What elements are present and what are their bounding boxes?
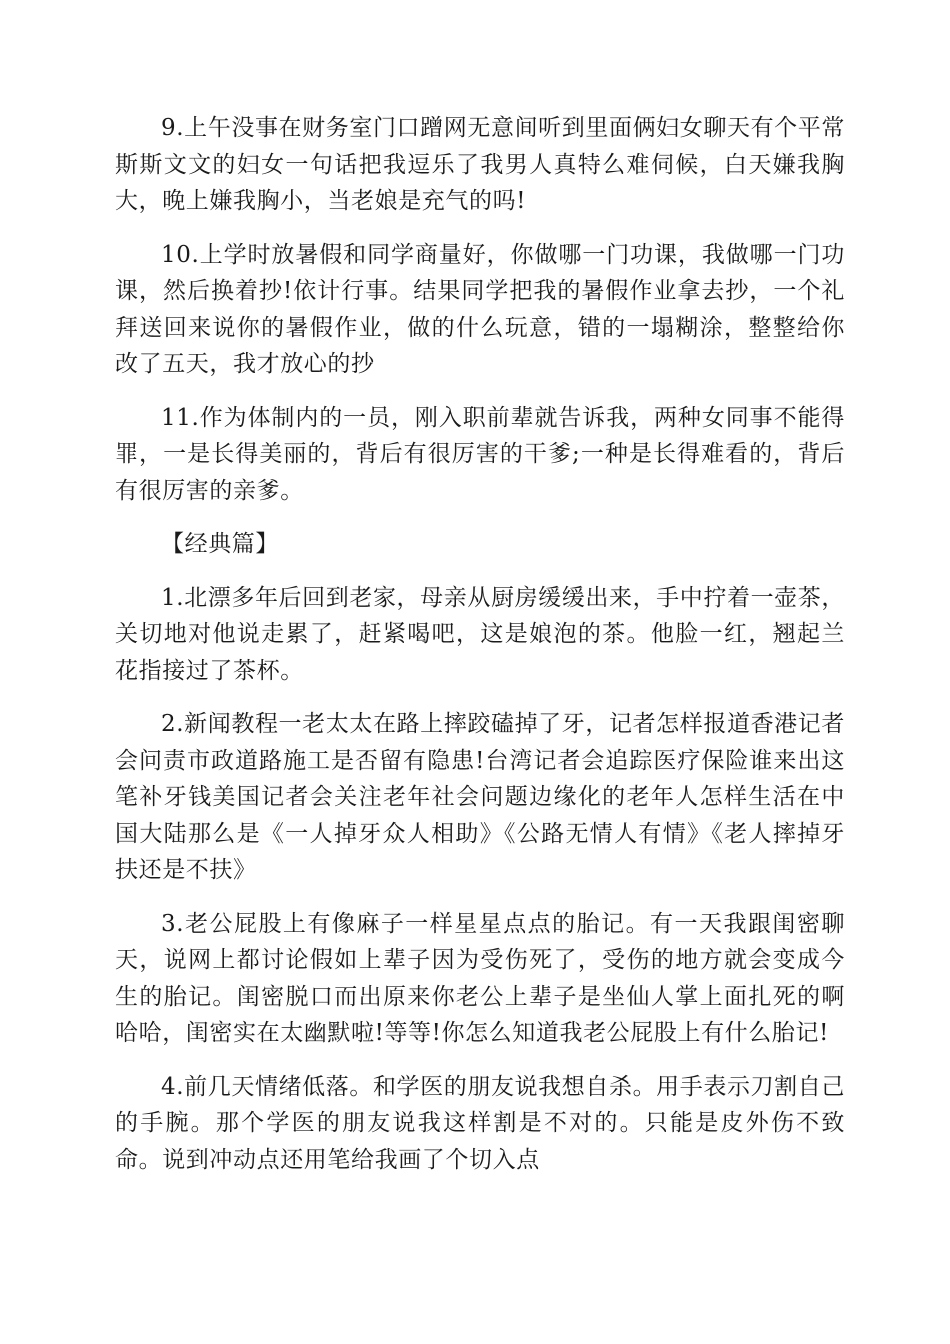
paragraph-classic-2: 2.新闻教程一老太太在路上摔跤磕掉了牙，记者怎样报道香港记者会问责市政道路施工是否留有隐患!台湾记者会追踪医疗保险谁来出这笔补牙钱美国记者会关注老年社会问题边缘化的老年人怎样生活在中国大陆那么是《一人掉牙众人相助》《公路无情人有情》《老人摔掉牙扶还是不扶》: [115, 711, 845, 883]
paragraph-classic-3: 3.老公屁股上有像麻子一样星星点点的胎记。有一天我跟闺密聊天，说网上都讨论假如上辈子因为受伤死了，受伤的地方就会变成今生的胎记。闺密脱口而出原来你老公上辈子是坐仙人掌上面扎死的啊哈哈，闺密实在太幽默啦!等等!你怎么知道我老公屁股上有什么胎记!: [115, 910, 845, 1046]
section-heading: 【经典篇】: [161, 531, 279, 557]
paragraph-classic-4: 4.前几天情绪低落。和学医的朋友说我想自杀。用手表示刀割自己的手腕。那个学医的朋友说我这样割是不对的。只能是皮外伤不致命。说到冲动点还用笔给我画了个切入点: [115, 1073, 845, 1173]
paragraph-joke-10: 10.上学时放暑假和同学商量好，你做哪一门功课，我做哪一门功课，然后换着抄!依计行事。结果同学把我的暑假作业拿去抄，一个礼拜送回来说你的暑假作业，做的什么玩意，错的一塌糊涂，整整给你改了五天，我才放心的抄: [115, 241, 845, 377]
paragraph-classic-1: 1.北漂多年后回到老家，母亲从厨房缓缓出来，手中拧着一壶茶，关切地对他说走累了，赶紧喝吧，这是娘泡的茶。他脸一红，翘起兰花指接过了茶杯。: [115, 584, 845, 684]
document-body: [115, 110, 845, 1195]
paragraph-joke-9: 9.上午没事在财务室门口蹭网无意间听到里面俩妇女聊天有个平常斯斯文文的妇女一句话把我逗乐了我男人真特么难伺候，白天嫌我胸大，晚上嫌我胸小，当老娘是充气的吗!: [115, 115, 845, 214]
paragraph-joke-11: 11.作为体制内的一员，刚入职前辈就告诉我，两种女同事不能得罪，一是长得美丽的，背后有很厉害的干爹;一种是长得难看的，背后有很厉害的亲爹。: [115, 404, 845, 504]
